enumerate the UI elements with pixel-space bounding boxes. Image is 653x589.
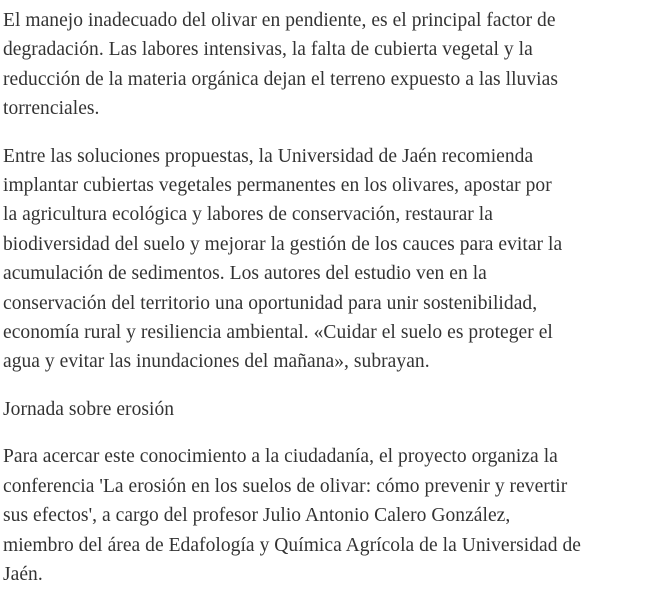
paragraph [3,6,653,124]
paragraph [3,442,653,589]
text-line: degradación. Las labores intensivas, la falta de cubierta vegetal y la [3,39,533,61]
text-line: conservación del territorio una oportunidad para unir sostenibilidad, [3,292,538,314]
text-line: acumulación de sedimentos. Los autores del estudio ven en la [3,263,487,285]
text-line: sus efectos', a cargo del profesor Julio Antonio Calero González, [3,505,511,527]
text-line: implantar cubiertas vegetales permanentes en los olivares, apostar por [3,175,552,197]
text-line: biodiversidad del suelo y mejorar la gestión de los cauces para evitar la [3,233,563,255]
text-line: conferencia 'La erosión en los suelos de olivar: cómo prevenir y revertir [3,475,568,497]
text-line: agua y evitar las inundaciones del mañana», subrayan. [3,351,430,373]
text-line: la agricultura ecológica y labores de conservación, restaurar la [3,204,493,226]
text-line: Jornada sobre erosión [3,398,175,420]
text-line: miembro del área de Edafología y Química Agrícola de la Universidad de [3,534,581,556]
text-line: Entre las soluciones propuestas, la Universidad de Jaén recomienda [3,145,534,167]
text-line: torrenciales. [3,98,100,120]
text-line: El manejo inadecuado del olivar en pendiente, es el principal factor de [3,10,556,31]
text-line: economía rural y resiliencia ambiental. «Cuidar el suelo es proteger el [3,322,553,344]
text-line: Jaén. [3,563,43,585]
text-line: Para acercar este conocimiento a la ciudadanía, el proyecto organiza la [3,446,558,468]
paragraph [3,142,653,377]
text-line: reducción de la materia orgánica dejan el terreno expuesto a las lluvias [3,68,558,90]
section-subheading [3,395,653,424]
